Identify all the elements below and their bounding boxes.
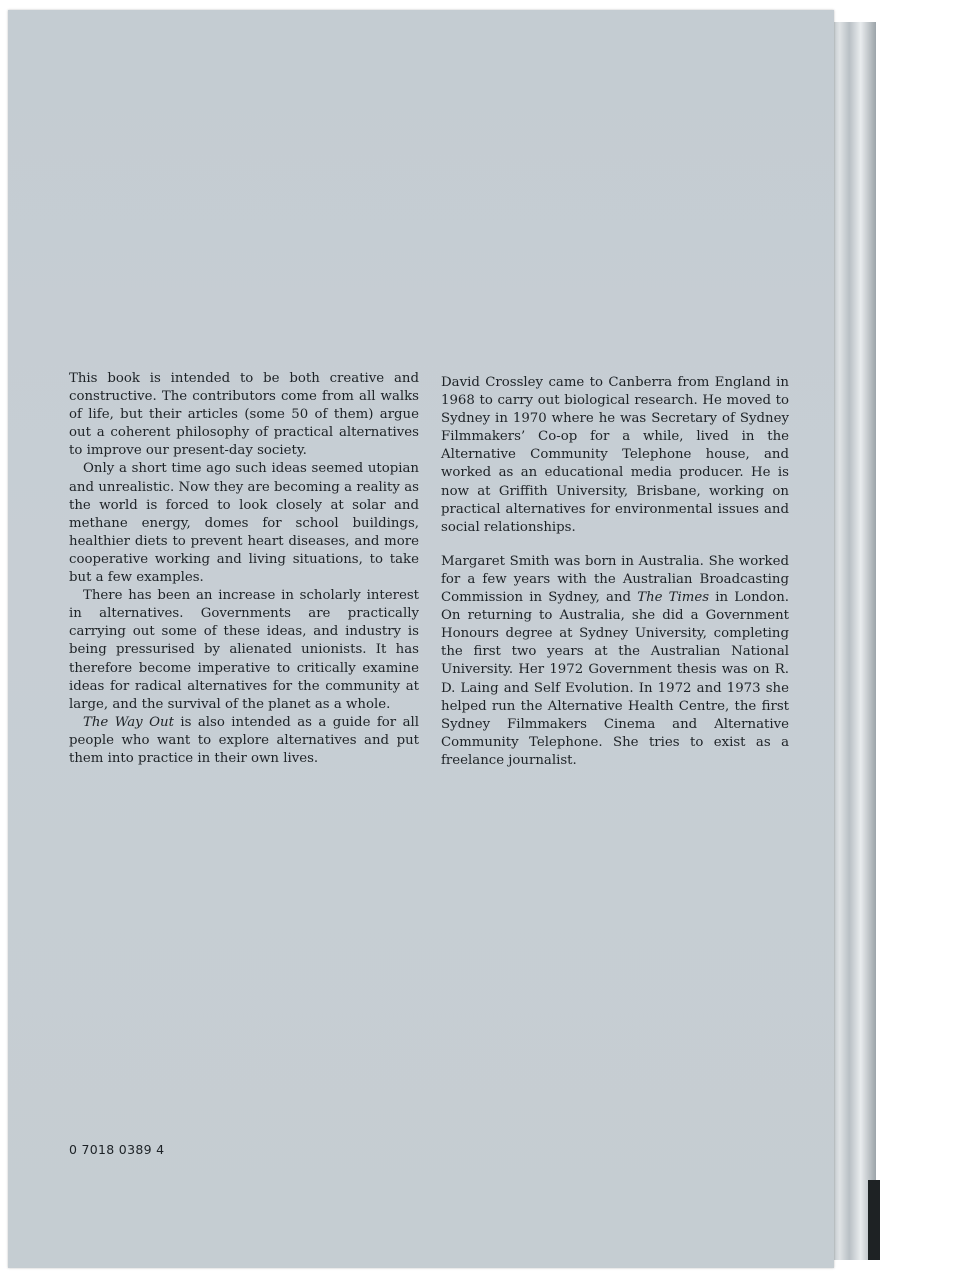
spine-shadow	[868, 1180, 880, 1260]
blurb-column	[69, 370, 419, 768]
blurb-paragraph-2: Only a short time ago such ideas seemed utopian and unrealistic. Now they are becoming a reality as the world is forced to look closely at solar and methane energy, domes for school buildings, healthier diets to prevent heart diseases, and more cooperative working and living situations, to take but a few examples.	[69, 461, 419, 586]
blurb-paragraph-1: This book is intended to be both creative and constructive. The contributors come from all walks of life, but their articles (some 50 of them) argue out a coherent philosophy of practical alternatives to improve our present-day society.	[69, 371, 419, 459]
book-title: The Way Out	[83, 714, 174, 730]
blurb-paragraph-3: There has been an increase in scholarly interest in alternatives. Governments are practically carrying out some of these ideas, and industry is being pressurised by alienated unionists. It has therefore become imperative to critically examine ideas for radical alternatives for the community at large, and the survival of the planet as a whole.	[69, 588, 419, 712]
bio-margaret-smith	[441, 553, 789, 770]
isbn-number: 0 7018 0389 4	[69, 1142, 165, 1157]
blurb-paragraph-4-text: is also intended as a guide for all people who want to explore alternatives and put them into practice in their own lives.	[69, 714, 419, 766]
bio-margaret-smith-part-2: in London. On returning to Australia, she did a Government Honours degree at Sydney University, completing the first two years at the Australian National University. Her 1972 Government thesis was on R. D. Laing and Self Evolution. In 1972 and 1973 she helped run the Alternative Health Centre, the first Sydney Filmmakers Cinema and Alternative Community Telephone. She tries to exist as a freelance journalist.	[441, 590, 789, 768]
newspaper-title: The Times	[637, 590, 710, 606]
author-bios-column	[441, 374, 789, 770]
blurb-paragraph-4	[69, 714, 419, 768]
bio-david-crossley: David Crossley came to Canberra from England in 1968 to carry out biological research. He moved to Sydney in 1970 where he was Secretary of Sydney Filmmakers’ Co-op for a while, lived in the Alternative Community Telephone house, and worked as an educational media producer. He is now at Griffith University, Brisbane, working on practical alternatives for environmental issues and social relationships.	[441, 375, 789, 535]
bio-margaret-smith-part-1: Margaret Smith was born in Australia. She worked for a few years with the Australian Broadcasting Commission in Sydney, and	[441, 553, 789, 606]
